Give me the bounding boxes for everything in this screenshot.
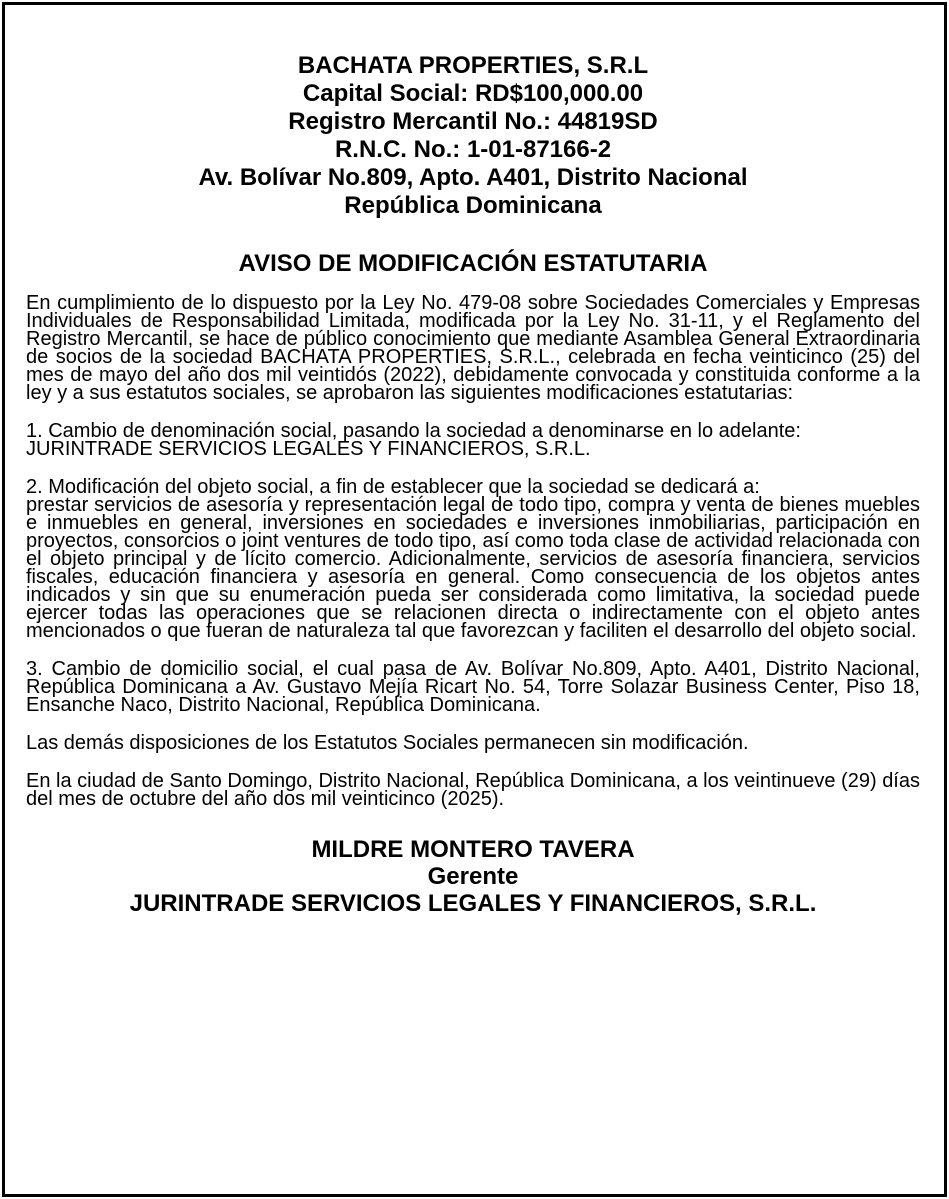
item-1-intro: 1. Cambio de denominación social, pasando la sociedad a denominarse en lo adelante: [26,420,801,442]
remaining-provisions: Las demás disposiciones de los Estatutos Sociales permanecen sin modificación. [26,732,749,754]
capital-social: Capital Social: RD$100,000.00 [302,80,644,107]
item-3: 3. Cambio de domicilio social, el cual pasa de Av. Bolívar No.809, Apto. A401, Distrito Nacional, República Dominicana a Av. Gustavo Mejía Ricart No. 54, Torre Solazar Business Center, Piso 18, Ensanche Naco, Distrito Nacional, República Dominicana. [26,658,920,716]
item-2 [26,478,920,640]
rnc-number: R.N.C. No.: 1-01-87166-2 [334,136,612,163]
company-country: República Dominicana [344,192,602,219]
notice-content [26,52,920,917]
item-2-intro: 2. Modificación del objeto social, a fin de establecer que la sociedad se dedicará a: [26,476,760,498]
item-2-text: prestar servicios de asesoría y representación legal de todo tipo, compra y venta de bienes muebles e inmuebles en general, inversiones en sociedades e inversiones inmobiliarias, participación en proyectos, consorcios o joint ventures de todo tipo, así como toda clase de actividad relacionada con el objeto principal y de lícito comercio. Adicionalmente, servicios de asesoría financiera, servicios fiscales, educación financiera y asesoría en general. Como consecuencia de los objetos antes indicados y sin que su enumeración pueda ser considerada como limitativa, la sociedad puede ejercer todas las operaciones que se relacionen directa o indirectamente con el objeto antes mencionados o que fueran de naturaleza tal que favorezcan y faciliten el desarrollo del objeto social. [26,494,920,642]
signer-name: MILDRE MONTERO TAVERA [311,836,635,863]
registro-mercantil: Registro Mercantil No.: 44819SD [288,108,658,135]
company-header [26,52,920,220]
intro-paragraph: En cumplimiento de lo dispuesto por la Ley No. 479-08 sobre Sociedades Comerciales y Empresas Individuales de Responsabilidad Limitada, modificada por la Ley No. 31-11, y el Reglamento del Registro Mercantil, se hace de público conocimiento que mediante Asamblea General Extraordinaria de socios de la sociedad BACHATA PROPERTIES, S.R.L., celebrada en fecha veinticinco (25) del mes de mayo del año dos mil veintidós (2022), debidamente convocada y constituida conforme a la ley y a sus estatutos sociales, se aprobaron las siguientes modificaciones estatutarias: [26,292,920,404]
signer-company: JURINTRADE SERVICIOS LEGALES Y FINANCIEROS, S.R.L. [129,890,817,917]
item-1 [26,422,920,458]
company-address: Av. Bolívar No.809, Apto. A401, Distrito Nacional [198,164,748,191]
closing-paragraph: En la ciudad de Santo Domingo, Distrito Nacional, República Dominicana, a los veintinueve (29) días del mes de octubre del año dos mil veinticinco (2025). [26,770,920,810]
company-name: BACHATA PROPERTIES, S.R.L [297,52,649,79]
notice-title: AVISO DE MODIFICACIÓN ESTATUTARIA [238,250,708,277]
signature-block [26,836,920,917]
item-1-new-name: JURINTRADE SERVICIOS LEGALES Y FINANCIEROS, S.R.L. [26,438,591,460]
signer-role: Gerente [427,863,519,890]
